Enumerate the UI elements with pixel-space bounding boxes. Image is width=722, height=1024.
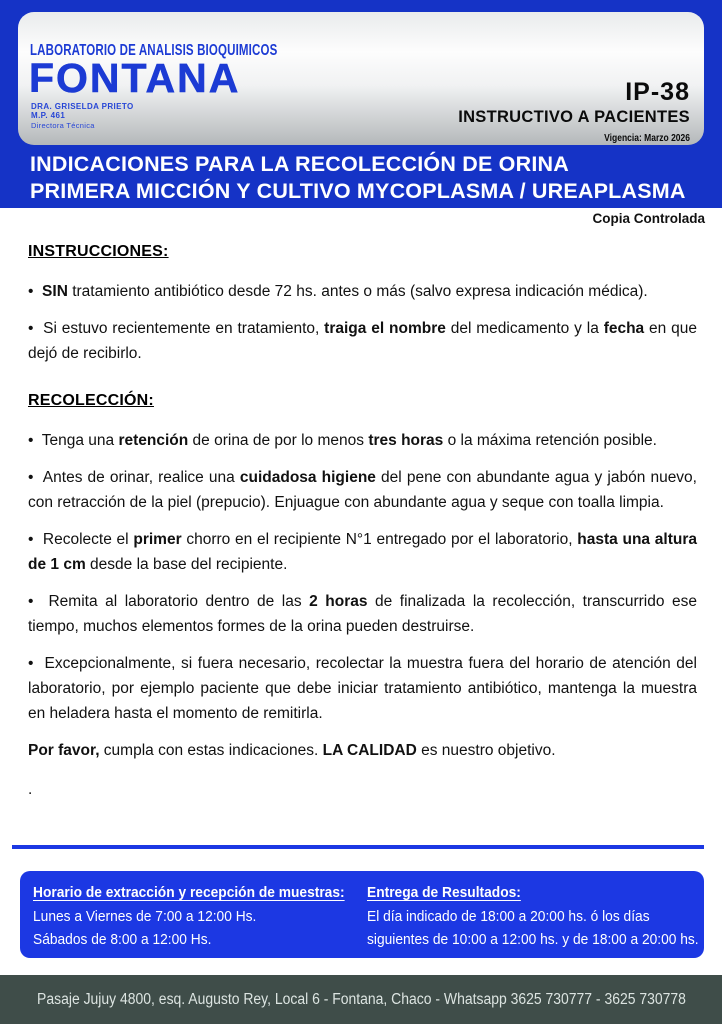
trailing-dot: . xyxy=(28,781,33,798)
bold-text: fecha xyxy=(603,320,645,337)
divider-rule xyxy=(12,845,704,849)
page-title-line1: INDICACIONES PARA LA RECOLECCIÓN DE ORINA xyxy=(30,152,569,176)
bold-text: Por favor, xyxy=(28,742,100,759)
schedule-box xyxy=(20,871,704,958)
section-heading: RECOLECCIÓN: xyxy=(28,392,154,409)
document-meta xyxy=(458,80,690,146)
bullet-paragraph xyxy=(28,527,697,577)
text: desde la base del recipiente. xyxy=(85,556,288,573)
bold-text: 2 horas xyxy=(309,593,368,610)
bold-text: primer xyxy=(133,531,182,548)
document-type: INSTRUCTIVO A PACIENTES xyxy=(458,108,690,126)
text: • Excepcionalmente, si fuera necesario, recolectar la muestra fuera del horario de atención del laboratorio, por ejemplo paciente que debe iniciar tratamiento antibiótico, mantenga la muestra en heladera hasta el momento de remitirla. xyxy=(28,655,697,722)
bullet-paragraph xyxy=(28,279,697,304)
extraction-heading: Horario de extracción y recepción de muestras: xyxy=(33,885,345,901)
address-bar xyxy=(0,975,722,1024)
bullet-paragraph xyxy=(28,589,697,639)
text: • Remita al laboratorio dentro de las xyxy=(28,593,310,610)
bold-text: LA CALIDAD xyxy=(322,742,417,759)
body-content xyxy=(28,243,697,814)
header-band xyxy=(0,0,722,208)
director-block xyxy=(31,103,134,130)
extraction-line: Sábados de 8:00 a 12:00 Hs. xyxy=(33,932,212,948)
bold-text: retención xyxy=(118,432,189,449)
director-name: DRA. GRISELDA PRIETO xyxy=(31,102,134,111)
text: • Antes de orinar, realice una xyxy=(28,469,240,486)
bullet-paragraph xyxy=(28,428,697,453)
director-license: M.P. 461 xyxy=(31,110,66,120)
letterhead-card xyxy=(18,12,704,145)
page-title xyxy=(30,151,686,205)
lab-tagline: LABORATORIO DE ANALISIS BIOQUIMICOS xyxy=(30,42,278,59)
text: • Si estuvo recientemente en tratamiento, xyxy=(28,320,325,337)
text: de finalizada la recolección, transcurrido ese tiempo, muchos elementos formes de la orina pueden destruirse. xyxy=(28,593,698,635)
text: • xyxy=(28,283,43,300)
controlled-copy-label: Copia Controlada xyxy=(592,211,705,226)
brand-logo: FONTANA xyxy=(29,55,241,101)
text: o la máxima retención posible. xyxy=(443,432,657,449)
bold-text: tres horas xyxy=(368,432,444,449)
document-code: IP-38 xyxy=(625,78,690,106)
text: tratamiento antibiótico desde 72 hs. antes o más (salvo expresa indicación médica). xyxy=(67,283,648,300)
text: del pene con abundante agua y jabón nuevo, con retracción de la piel (prepucio). Enjuague con abundante agua y seque con toalla limpia. xyxy=(28,469,697,511)
text: es nuestro objetivo. xyxy=(416,742,556,759)
text: • Tenga una xyxy=(28,432,119,449)
bullet-paragraph xyxy=(28,316,697,366)
results-line: El día indicado de 18:00 a 20:00 hs. ó los días xyxy=(367,908,650,925)
text: • Recolecte el xyxy=(28,531,134,548)
extraction-schedule xyxy=(33,882,345,953)
bold-text: hasta una altura de 1 cm xyxy=(28,531,697,573)
bullet-paragraph xyxy=(28,651,697,726)
section-heading: INSTRUCCIONES: xyxy=(28,243,169,260)
instruction-sections xyxy=(28,243,697,726)
text: del medicamento y la xyxy=(445,320,604,337)
results-line: siguientes de 10:00 a 12:00 hs. y de 18:00 a 20:00 hs. xyxy=(367,932,699,948)
instruction-section xyxy=(28,392,697,726)
instruction-section xyxy=(28,243,697,366)
bold-text: SIN xyxy=(42,283,68,300)
text: en que dejó de recibirlo. xyxy=(28,320,697,362)
validity-date: Vigencia: Marzo 2026 xyxy=(604,133,690,144)
text: cumpla con estas indicaciones. xyxy=(99,742,323,759)
page-title-line2: PRIMERA MICCIÓN Y CULTIVO MYCOPLASMA / UREAPLASMA xyxy=(30,179,686,203)
results-heading: Entrega de Resultados: xyxy=(367,885,521,901)
bold-text: cuidadosa higiene xyxy=(239,469,376,486)
contact-line: Pasaje Jujuy 4800, esq. Augusto Rey, Local 6 - Fontana, Chaco - Whatsapp 3625 730777 - 3625 730778 xyxy=(36,990,686,1008)
director-role: Directora Técnica xyxy=(31,120,95,130)
extraction-line: Lunes a Viernes de 7:00 a 12:00 Hs. xyxy=(33,908,257,925)
text: chorro en el recipiente N°1 entregado por el laboratorio, xyxy=(181,531,578,548)
text: de orina de por lo menos xyxy=(188,432,369,449)
bullet-paragraph xyxy=(28,465,697,515)
closing-paragraph xyxy=(28,738,697,763)
results-schedule xyxy=(367,882,699,953)
bold-text: traiga el nombre xyxy=(324,320,446,337)
